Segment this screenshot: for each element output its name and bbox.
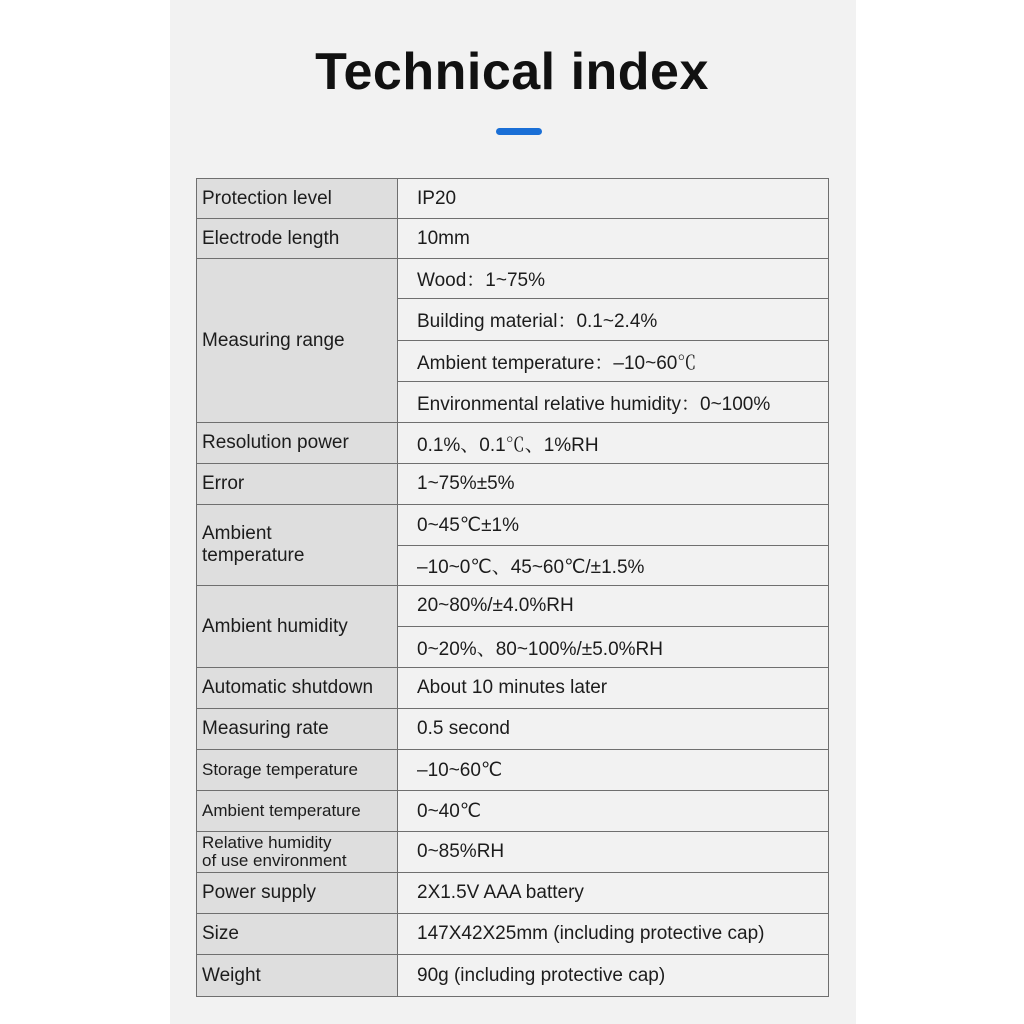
spec-value: IP20 <box>398 179 829 219</box>
table-row <box>197 464 829 505</box>
spec-value: 0~40℃ <box>398 791 829 832</box>
spec-value: 0.5 second <box>398 709 829 750</box>
spec-value: 2X1.5V AAA battery <box>398 873 829 914</box>
table-row <box>197 219 829 259</box>
spec-value: 20~80%/±4.0%RH <box>398 586 829 627</box>
spec-value: 0~85%RH <box>398 832 829 873</box>
title-accent-bar <box>496 128 542 135</box>
table-row <box>197 505 829 546</box>
spec-value: –10~0℃、45~60℃/±1.5% <box>398 546 829 586</box>
spec-label: Electrode length <box>197 219 398 259</box>
table-row <box>197 586 829 627</box>
spec-label <box>197 832 398 873</box>
spec-value: Environmental relative humidity：0~100% <box>398 382 829 423</box>
spec-value: 1~75%±5% <box>398 464 829 505</box>
spec-label: Ambient temperature <box>197 791 398 832</box>
spec-label: Measuring range <box>197 259 398 423</box>
spec-label: Error <box>197 464 398 505</box>
spec-label: Storage temperature <box>197 750 398 791</box>
spec-label: Resolution power <box>197 423 398 464</box>
spec-label: Power supply <box>197 873 398 914</box>
spec-value: Wood：1~75% <box>398 259 829 299</box>
page-title: Technical index <box>315 43 709 101</box>
table-row <box>197 259 829 299</box>
spec-value: 90g (including protective cap) <box>398 955 829 997</box>
spec-label-line: temperature <box>202 545 305 566</box>
table-row <box>197 668 829 709</box>
spec-label <box>197 505 398 586</box>
spec-value: 0~20%、80~100%/±5.0%RH <box>398 627 829 668</box>
table-row <box>197 955 829 997</box>
spec-label: Protection level <box>197 179 398 219</box>
spec-value: 0~45℃±1% <box>398 505 829 546</box>
spec-value: 0.1%、0.1℃、1%RH <box>398 423 829 464</box>
spec-label-line: Ambient <box>202 523 272 544</box>
table-row <box>197 873 829 914</box>
spec-value: About 10 minutes later <box>398 668 829 709</box>
spec-label-line: of use environment <box>202 851 347 870</box>
spec-value: Building material：0.1~2.4% <box>398 299 829 341</box>
spec-value: –10~60℃ <box>398 750 829 791</box>
spec-label: Ambient humidity <box>197 586 398 668</box>
spec-label: Size <box>197 914 398 955</box>
spec-value: 147X42X25mm (including protective cap) <box>398 914 829 955</box>
spec-value: Ambient temperature：–10~60℃ <box>398 341 829 382</box>
table-row <box>197 179 829 219</box>
table-row <box>197 709 829 750</box>
table-row <box>197 791 829 832</box>
spec-value: 10mm <box>398 219 829 259</box>
spec-label: Automatic shutdown <box>197 668 398 709</box>
table-row <box>197 750 829 791</box>
table-row <box>197 832 829 873</box>
spec-label-line: Relative humidity <box>202 833 332 852</box>
table-row <box>197 914 829 955</box>
table-row <box>197 423 829 464</box>
spec-table <box>196 178 829 997</box>
spec-label: Weight <box>197 955 398 997</box>
spec-label: Measuring rate <box>197 709 398 750</box>
